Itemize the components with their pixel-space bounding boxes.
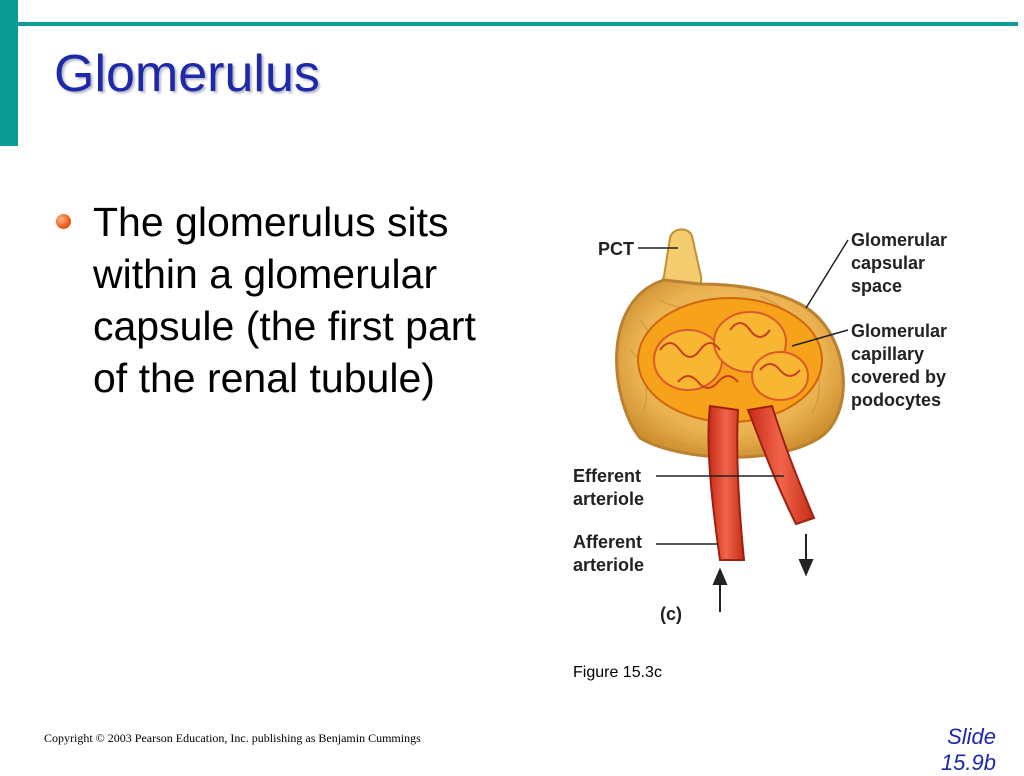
- label-panel: (c): [660, 604, 682, 624]
- glomerulus-figure: [560, 200, 980, 640]
- accent-bar-left: [0, 0, 18, 146]
- label-capsular-space-3: space: [851, 276, 903, 296]
- label-capsular-space-2: capsular: [851, 253, 926, 273]
- label-afferent-2: arteriole: [573, 555, 645, 575]
- figure-caption: Figure 15.3c: [573, 664, 662, 681]
- slide-number: Slide 15.9b: [940, 724, 996, 775]
- glomerulus-illustration: [560, 200, 980, 640]
- label-capillary-2: capillary: [851, 344, 925, 364]
- bullet-text: The glomerulus sits within a glomerular capsule (the first part of the renal tubule): [93, 199, 476, 401]
- label-capsular-space-1: Glomerular: [851, 230, 948, 250]
- label-capillary-3: covered by: [851, 367, 947, 387]
- label-efferent-2: arteriole: [573, 489, 645, 509]
- copyright-notice: Copyright © 2003 Pearson Education, Inc. publishing as Benjamin Cummings: [44, 731, 421, 745]
- capsular-space-leader: [806, 240, 848, 308]
- efferent-arrowhead-icon: [800, 560, 812, 574]
- label-capillary-1: Glomerular: [851, 321, 948, 341]
- afferent-arrowhead-icon: [714, 570, 726, 584]
- bullet-dot-icon: [56, 214, 71, 229]
- glomerular-capillary-tuft: [638, 298, 822, 422]
- label-efferent-1: Efferent: [573, 466, 642, 486]
- label-afferent-1: Afferent: [573, 532, 643, 552]
- label-pct: PCT: [598, 239, 634, 259]
- bullet-list: [54, 196, 514, 404]
- label-capillary-4: podocytes: [851, 390, 942, 410]
- slide-title: Glomerulus: [54, 45, 320, 103]
- bullet-item: [54, 196, 514, 404]
- accent-bar-top: [18, 22, 1018, 26]
